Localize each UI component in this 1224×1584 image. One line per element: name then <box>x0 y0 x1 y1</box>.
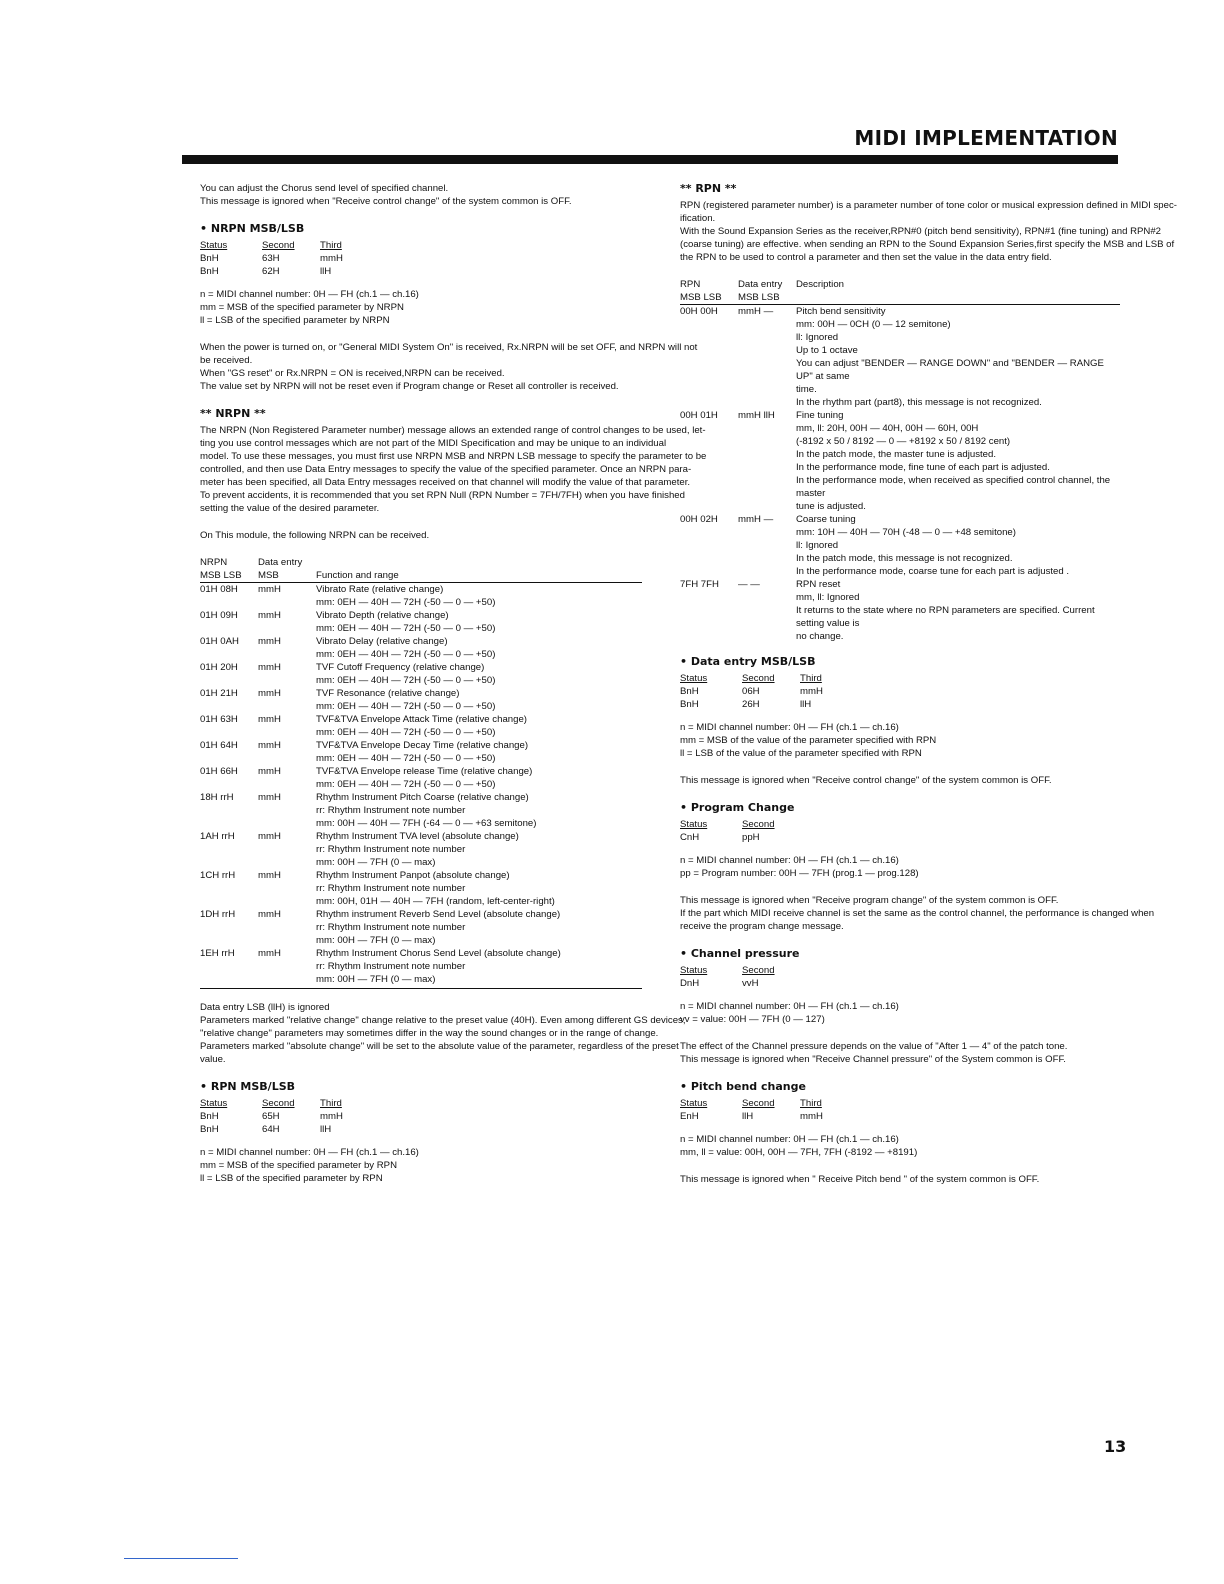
section-title: • Channel pressure <box>680 947 800 960</box>
text-line: setting the value of the desired parameter. <box>200 503 380 514</box>
text-line: The NRPN (Non Registered Parameter number) message allows an extended range of control changes to be used, let- <box>200 425 706 436</box>
text-line: If the part which MIDI receive channel is set the same as the control channel, the performance is changed when <box>680 908 1155 919</box>
notes <box>200 1146 642 1185</box>
text-line: This message is ignored when " Receive Pitch bend " of the system common is OFF. <box>680 1174 1040 1185</box>
col-header: RPN <box>680 279 701 290</box>
cell: 63H <box>262 253 280 264</box>
cell: 06H <box>742 686 760 697</box>
table-cell-function <box>316 583 642 609</box>
cell: DnH <box>680 978 700 989</box>
table-cell-number: 01H 09H <box>200 610 238 621</box>
rpn-table <box>680 278 1120 643</box>
function-line: Rhythm Instrument Pitch Coarse (relative change) <box>316 792 529 803</box>
table-row <box>200 830 642 869</box>
table-cell-number: 00H 01H <box>680 410 718 421</box>
function-line: ll: Ignored <box>796 332 839 343</box>
function-line: mm, ll: 20H, 00H — 40H, 00H — 60H, 00H <box>796 423 979 434</box>
table-cell-function <box>796 305 1120 409</box>
table-cell-data-entry: mmH <box>258 740 281 751</box>
function-line: (-8192 x 50 / 8192 — 0 — +8192 x 50 / 8192 cent) <box>796 436 1011 447</box>
col-header: Function and range <box>316 570 399 581</box>
table-cell-data-entry: mmH <box>258 584 281 595</box>
table-cell-data-entry: mmH llH <box>738 410 775 421</box>
col-header: Status <box>680 1098 708 1109</box>
function-line: Vibrato Rate (relative change) <box>316 584 444 595</box>
function-line: rr: Rhythm Instrument note number <box>316 805 466 816</box>
table-cell-function <box>316 635 642 661</box>
table-row <box>200 661 642 687</box>
function-line: Fine tuning <box>796 410 844 421</box>
col-header: Second <box>262 1098 295 1109</box>
function-line: mm: 00H, 01H — 40H — 7FH (random, left-center-right) <box>316 896 555 907</box>
text-line: Parameters marked "relative change" change relative to the preset value (40H). Even among different GS devices, <box>200 1015 686 1026</box>
status-table <box>200 239 642 278</box>
function-line: TVF&TVA Envelope Decay Time (relative change) <box>316 740 529 751</box>
table-cell-function <box>316 791 642 830</box>
cell: mmH <box>320 1111 343 1122</box>
function-line: rr: Rhythm Instrument note number <box>316 922 466 933</box>
function-line: Rhythm Instrument Panpot (absolute change) <box>316 870 510 881</box>
text-line: This message is ignored when "Receive control change" of the system common is OFF. <box>680 775 1052 786</box>
table-cell-number: 00H 02H <box>680 514 718 525</box>
cell: 62H <box>262 266 280 277</box>
function-line: mm: 0EH — 40H — 72H (-50 — 0 — +50) <box>316 597 496 608</box>
function-line: mm: 0EH — 40H — 72H (-50 — 0 — +50) <box>316 779 496 790</box>
paragraph <box>200 1001 686 1066</box>
text-line: ll = LSB of the specified parameter by RPN <box>200 1173 383 1184</box>
paragraph <box>680 1040 1120 1066</box>
table-row <box>200 687 642 713</box>
function-line: mm: 0EH — 40H — 72H (-50 — 0 — +50) <box>316 675 496 686</box>
function-line: Coarse tuning <box>796 514 856 525</box>
table-row <box>200 739 642 765</box>
table-cell-function <box>796 578 1120 643</box>
table-cell-function <box>316 713 642 739</box>
text-line: be received. <box>200 355 253 366</box>
table-cell-number: 1AH rrH <box>200 831 235 842</box>
table-cell-data-entry: mmH <box>258 948 281 959</box>
table-cell-function <box>796 513 1120 578</box>
section-title: ** RPN ** <box>680 182 737 195</box>
text-line: n = MIDI channel number: 0H — FH (ch.1 — ch.16) <box>680 855 899 866</box>
cell: ppH <box>742 832 760 843</box>
cell: 64H <box>262 1124 280 1135</box>
text-line: ification. <box>680 213 716 224</box>
table-cell-data-entry: mmH — <box>738 514 774 525</box>
text-line: "relative change" parameters may sometimes differ in the way the sound changes or in the range of change. <box>200 1028 659 1039</box>
cell: mmH <box>800 1111 823 1122</box>
status-table <box>680 1097 1120 1123</box>
table-row <box>200 869 642 908</box>
function-line: In the rhythm part (part8), this message is not recognized. <box>796 397 1042 408</box>
notes <box>200 288 642 327</box>
function-line: rr: Rhythm Instrument note number <box>316 844 466 855</box>
cell: mmH <box>320 253 343 264</box>
table-cell-number: 7FH 7FH <box>680 579 719 590</box>
function-line: RPN reset <box>796 579 841 590</box>
module-note: On This module, the following NRPN can be received. <box>200 530 430 541</box>
function-line: rr: Rhythm Instrument note number <box>316 961 466 972</box>
nrpn-table <box>200 556 642 991</box>
table-row <box>200 713 642 739</box>
cell: CnH <box>680 832 700 843</box>
table-row <box>200 908 642 947</box>
text-line: You can adjust the Chorus send level of specified channel. <box>200 183 449 194</box>
table-bottom-rule <box>200 988 642 991</box>
text-line: meter has been specified, all Data Entry messages received on that channel will modify the value of that parameter. <box>200 477 691 488</box>
table-cell-number: 1EH rrH <box>200 948 235 959</box>
text-line: the RPN to be used to control a parameter and then set the value in the data entry field. <box>680 252 1052 263</box>
notes <box>680 721 1120 760</box>
function-line: Up to 1 octave <box>796 345 858 356</box>
table-row <box>200 791 642 830</box>
table-cell-number: 01H 20H <box>200 662 238 673</box>
col-header <box>316 556 642 569</box>
function-line: mm: 00H — 40H — 7FH (-64 — 0 — +63 semitone) <box>316 818 537 829</box>
function-line: mm: 00H — 7FH (0 — max) <box>316 857 436 868</box>
text-line: This message is ignored when "Receive Channel pressure" of the System common is OFF. <box>680 1054 1066 1065</box>
table-cell-number: 01H 66H <box>200 766 238 777</box>
text-line: controlled, and then use Data Entry messages to specify the value of the specified parameter. Once an NRPN para- <box>200 464 692 475</box>
table-row <box>200 765 642 791</box>
table-cell-function <box>316 869 642 908</box>
section-title: ** NRPN ** <box>200 407 266 420</box>
table-cell-function <box>316 765 642 791</box>
text-line: mm = MSB of the specified parameter by NRPN <box>200 302 404 313</box>
col-header: Data entry <box>258 557 303 568</box>
text-line: Data entry LSB (llH) is ignored <box>200 1002 330 1013</box>
nrpn-rows <box>200 583 642 986</box>
cell: BnH <box>680 686 699 697</box>
function-line: mm: 00H — 7FH (0 — max) <box>316 935 436 946</box>
function-line: no change. <box>796 631 844 642</box>
section-title: • Program Change <box>680 801 795 814</box>
function-line: In the patch mode, the master tune is adjusted. <box>796 449 996 460</box>
table-cell-data-entry: mmH <box>258 831 281 842</box>
table-cell-data-entry: mmH <box>258 792 281 803</box>
col-header: MSB LSB <box>738 292 780 303</box>
col-header: Status <box>200 1098 228 1109</box>
function-line: It returns to the state where no RPN parameters are specified. Current setting value is <box>796 605 1095 629</box>
text-line: mm = MSB of the value of the parameter specified with RPN <box>680 735 937 746</box>
text-line: n = MIDI channel number: 0H — FH (ch.1 — ch.16) <box>680 722 899 733</box>
function-line: Pitch bend sensitivity <box>796 306 886 317</box>
table-cell-data-entry: mmH <box>258 636 281 647</box>
col-header: MSB <box>258 570 279 581</box>
function-line: ll: Ignored <box>796 540 839 551</box>
function-line: mm: 0EH — 40H — 72H (-50 — 0 — +50) <box>316 701 496 712</box>
table-row <box>200 635 642 661</box>
function-line: rr: Rhythm Instrument note number <box>316 883 466 894</box>
table-row <box>680 578 1120 643</box>
function-line: In the patch mode, this message is not recognized. <box>796 553 1013 564</box>
col-header: Third <box>320 1098 342 1109</box>
status-table <box>680 818 1120 844</box>
function-line: Vibrato Delay (relative change) <box>316 636 448 647</box>
function-line: In the performance mode, when received as specified control channel, the master <box>796 475 1111 499</box>
cell: 26H <box>742 699 760 710</box>
function-line: mm: 10H — 40H — 70H (-48 — 0 — +48 semitone) <box>796 527 1016 538</box>
cell: BnH <box>200 1124 219 1135</box>
text-line: mm, ll = value: 00H, 00H — 7FH, 7FH (-8192 — +8191) <box>680 1147 918 1158</box>
col-header: Second <box>742 673 775 684</box>
paragraph <box>200 341 698 393</box>
col-header: Data entry <box>738 279 783 290</box>
table-cell-data-entry: mmH — <box>738 306 774 317</box>
function-line: Vibrato Depth (relative change) <box>316 610 449 621</box>
text-line: ll = LSB of the specified parameter by NRPN <box>200 315 390 326</box>
table-row <box>680 409 1120 513</box>
function-line: mm, ll: Ignored <box>796 592 860 603</box>
text-line: value. <box>200 1054 226 1065</box>
table-cell-number: 00H 00H <box>680 306 718 317</box>
text-line: To prevent accidents, it is recommended that you set RPN Null (RPN Number = 7FH/7FH) when you have finished <box>200 490 685 501</box>
table-cell-number: 01H 0AH <box>200 636 239 647</box>
cell: llH <box>320 1124 332 1135</box>
cell: llH <box>320 266 332 277</box>
text-line: mm = MSB of the specified parameter by RPN <box>200 1160 398 1171</box>
col-header: Third <box>320 240 342 251</box>
col-header: Third <box>800 673 822 684</box>
function-line: TVF Cutoff Frequency (relative change) <box>316 662 485 673</box>
intro-text <box>200 182 642 208</box>
function-line: mm: 0EH — 40H — 72H (-50 — 0 — +50) <box>316 753 496 764</box>
col-header: Description <box>796 279 844 290</box>
function-line: Rhythm Instrument TVA level (absolute change) <box>316 831 519 842</box>
col-header: Status <box>680 819 708 830</box>
table-cell-number: 1CH rrH <box>200 870 236 881</box>
text-line: When the power is turned on, or "General MIDI System On" is received, Rx.NRPN will be set OFF, and NRPN will not <box>200 342 698 353</box>
text-line: Parameters marked "absolute change" will be set to the absolute value of the parameter, regardless of the preset <box>200 1041 679 1052</box>
cell: mmH <box>800 686 823 697</box>
function-line: Rhythm Instrument Chorus Send Level (absolute change) <box>316 948 561 959</box>
status-table <box>680 964 1120 990</box>
page-header: MIDI IMPLEMENTATION <box>854 126 1118 150</box>
table-cell-data-entry: mmH <box>258 909 281 920</box>
col-header: Third <box>800 1098 822 1109</box>
function-line: TVF&TVA Envelope release Time (relative change) <box>316 766 533 777</box>
col-header: NRPN <box>200 557 228 568</box>
text-line: model. To use these messages, you must first use NRPN MSB and NRPN LSB message to specify the parameter to be <box>200 451 707 462</box>
col-header: Status <box>680 673 708 684</box>
function-line: mm: 00H — 7FH (0 — max) <box>316 974 436 985</box>
table-cell-number: 01H 64H <box>200 740 238 751</box>
paragraph <box>680 774 1120 787</box>
text-line: n = MIDI channel number: 0H — FH (ch.1 — ch.16) <box>680 1001 899 1012</box>
status-table <box>200 1097 642 1136</box>
cell: vvH <box>742 978 759 989</box>
cell: 65H <box>262 1111 280 1122</box>
text-line: RPN (registered parameter number) is a parameter number of tone color or musical expression defined in MIDI spec- <box>680 200 1177 211</box>
table-cell-number: 01H 08H <box>200 584 238 595</box>
footer-line <box>124 1558 238 1559</box>
text-line: n = MIDI channel number: 0H — FH (ch.1 — ch.16) <box>680 1134 899 1145</box>
function-line: In the performance mode, coarse tune for each part is adjusted . <box>796 566 1070 577</box>
table-cell-data-entry: — — <box>738 579 760 590</box>
table-cell-data-entry: mmH <box>258 714 281 725</box>
table-cell-function <box>316 947 642 986</box>
section-title: • Data entry MSB/LSB <box>680 655 816 668</box>
function-line: mm: 00H — 0CH (0 — 12 semitone) <box>796 319 951 330</box>
table-cell-function <box>316 830 642 869</box>
table-cell-data-entry: mmH <box>258 766 281 777</box>
text-line: n = MIDI channel number: 0H — FH (ch.1 — ch.16) <box>200 289 419 300</box>
function-line: time. <box>796 384 817 395</box>
rpn-rows <box>680 305 1120 643</box>
table-cell-number: 18H rrH <box>200 792 234 803</box>
col-header: MSB LSB <box>680 292 722 303</box>
text-line: n = MIDI channel number: 0H — FH (ch.1 — ch.16) <box>200 1147 419 1158</box>
function-line: mm: 0EH — 40H — 72H (-50 — 0 — +50) <box>316 649 496 660</box>
text-line: The effect of the Channel pressure depends on the value of "After 1 — 4" of the patch tone. <box>680 1041 1068 1052</box>
table-cell-data-entry: mmH <box>258 662 281 673</box>
cell: llH <box>742 1111 754 1122</box>
text-line: The value set by NRPN will not be reset even if Program change or Reset all controller is received. <box>200 381 619 392</box>
text-line: ll = LSB of the value of the parameter specified with RPN <box>680 748 922 759</box>
function-line: In the performance mode, fine tune of each part is adjusted. <box>796 462 1050 473</box>
notes <box>680 1000 1120 1026</box>
col-header: MSB LSB <box>200 570 242 581</box>
cell: BnH <box>680 699 699 710</box>
function-line: TVF Resonance (relative change) <box>316 688 460 699</box>
table-row <box>680 305 1120 409</box>
notes <box>680 854 1120 880</box>
table-row <box>680 513 1120 578</box>
table-row <box>200 947 642 986</box>
section-title: • RPN MSB/LSB <box>200 1080 296 1093</box>
text-line: This message is ignored when "Receive control change" of the system common is OFF. <box>200 196 572 207</box>
table-cell-data-entry: mmH <box>258 870 281 881</box>
table-cell-function <box>316 661 642 687</box>
cell: EnH <box>680 1111 699 1122</box>
col-header: Second <box>742 965 775 976</box>
col-header: Second <box>742 819 775 830</box>
function-line: Rhythm instrument Reverb Send Level (absolute change) <box>316 909 561 920</box>
header-rule <box>182 155 1118 164</box>
text-line: vv = value: 00H — 7FH (0 — 127) <box>680 1014 825 1025</box>
col-header <box>796 291 1120 304</box>
text-line: pp = Program number: 00H — 7FH (prog.1 — prog.128) <box>680 868 919 879</box>
function-line: mm: 0EH — 40H — 72H (-50 — 0 — +50) <box>316 727 496 738</box>
notes <box>680 1133 1120 1159</box>
status-table <box>680 672 1120 711</box>
right-column <box>680 182 1177 1200</box>
text-line: This message is ignored when "Receive program change" of the system common is OFF. <box>680 895 1059 906</box>
text-line: (coarse tuning) are effective. when sending an RPN to the Sound Expansion Series,first specify the MSB and LSB of <box>680 239 1175 250</box>
text-line: ting you use control messages which are not part of the MIDI Specification and may be unique to an individual <box>200 438 667 449</box>
cell: llH <box>800 699 812 710</box>
col-header: Status <box>200 240 228 251</box>
table-cell-data-entry: mmH <box>258 688 281 699</box>
function-line: mm: 0EH — 40H — 72H (-50 — 0 — +50) <box>316 623 496 634</box>
function-line: You can adjust "BENDER — RANGE DOWN" and "BENDER — RANGE UP" at same <box>796 358 1104 382</box>
cell: BnH <box>200 266 219 277</box>
table-cell-function <box>796 409 1120 513</box>
function-line: tune is adjusted. <box>796 501 866 512</box>
paragraph <box>680 894 1155 933</box>
cell: BnH <box>200 253 219 264</box>
page-number: 13 <box>1104 1437 1127 1456</box>
table-cell-data-entry: mmH <box>258 610 281 621</box>
paragraph <box>200 424 707 515</box>
col-header: Second <box>262 240 295 251</box>
section-title: • NRPN MSB/LSB <box>200 222 305 235</box>
section-title: • Pitch bend change <box>680 1080 806 1093</box>
table-cell-function <box>316 687 642 713</box>
table-cell-number: 01H 63H <box>200 714 238 725</box>
table-cell-function <box>316 609 642 635</box>
table-cell-number: 1DH rrH <box>200 909 236 920</box>
paragraph <box>680 199 1177 264</box>
function-line: TVF&TVA Envelope Attack Time (relative change) <box>316 714 527 725</box>
table-row <box>200 583 642 609</box>
col-header: Status <box>680 965 708 976</box>
text-line: receive the program change message. <box>680 921 844 932</box>
table-cell-function <box>316 739 642 765</box>
text-line: When "GS reset" or Rx.NRPN = ON is received,NRPN can be received. <box>200 368 505 379</box>
text-line: With the Sound Expansion Series as the receiver,RPN#0 (pitch bend sensitivity), RPN#1 (fine tuning) and RPN#2 <box>680 226 1161 237</box>
paragraph <box>680 1173 1120 1186</box>
col-header: Second <box>742 1098 775 1109</box>
table-cell-function <box>316 908 642 947</box>
cell: BnH <box>200 1111 219 1122</box>
table-row <box>200 609 642 635</box>
table-cell-number: 01H 21H <box>200 688 238 699</box>
